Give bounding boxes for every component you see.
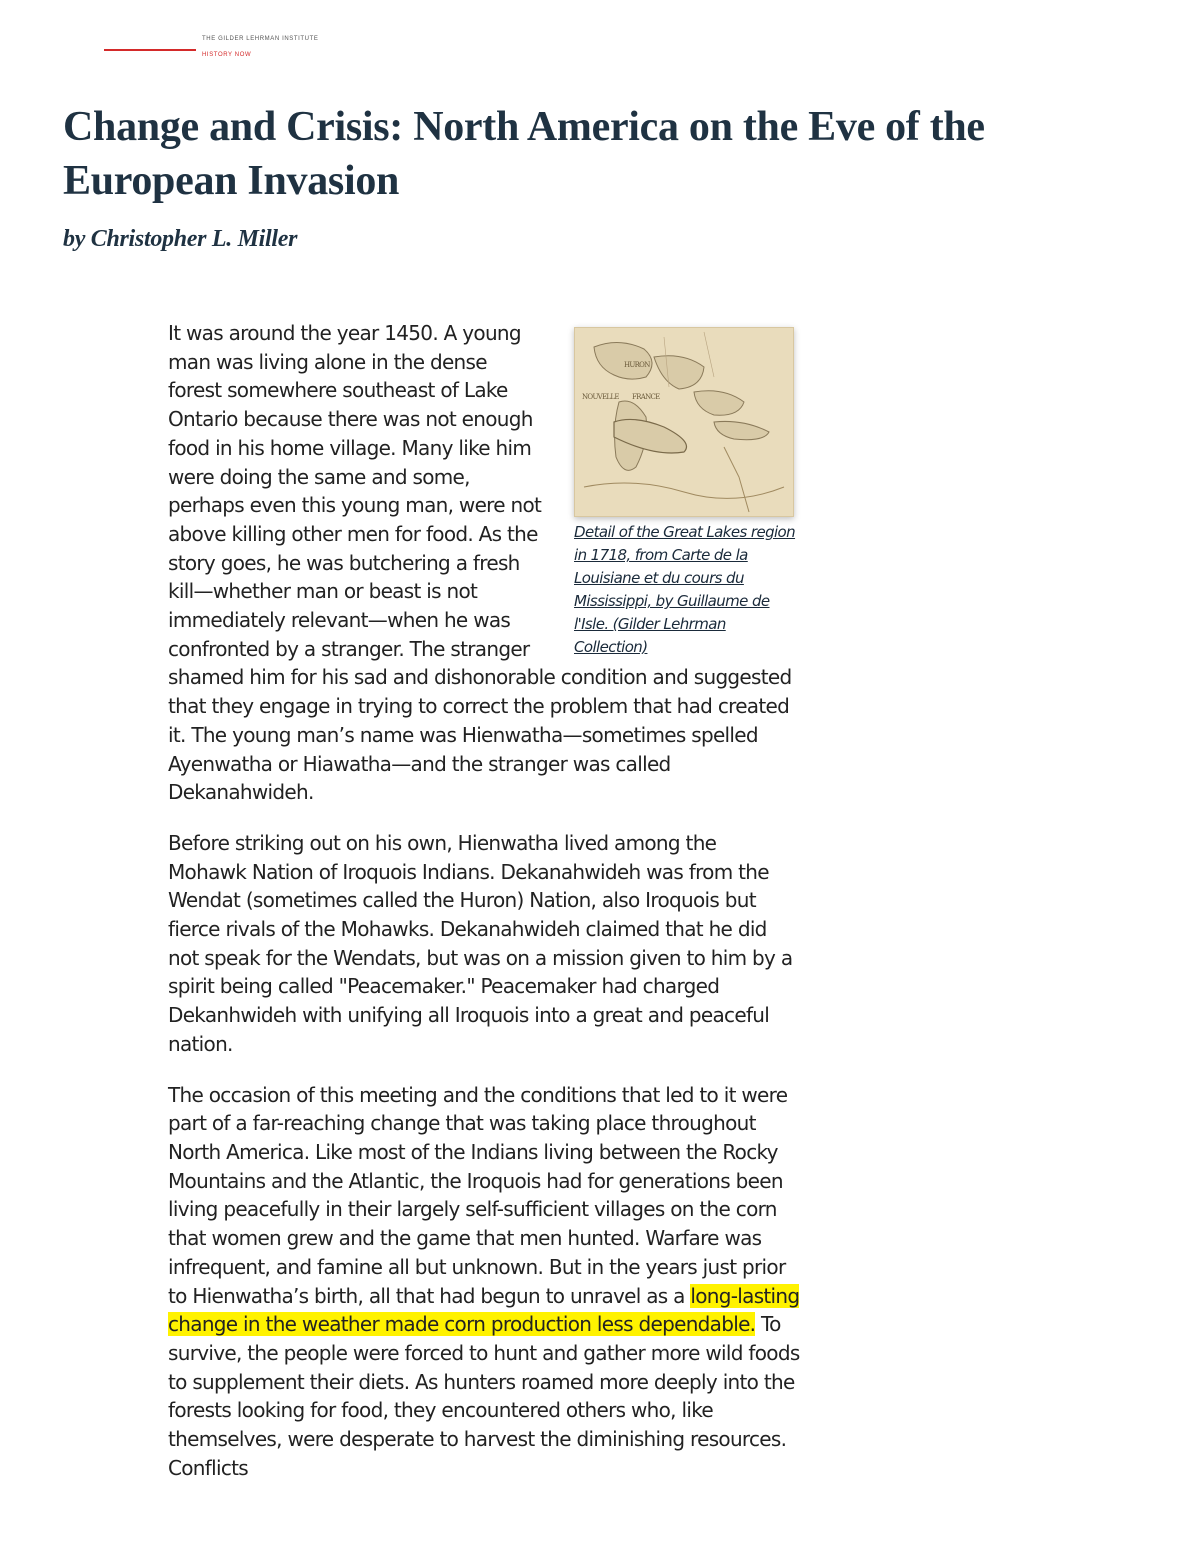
article-byline: by Christopher L. Miller (63, 226, 298, 252)
map-caption-link[interactable]: Detail of the Great Lakes region in 1718, from Carte de la Louisiane et du cours du Mississippi, by Guillaume de l'Isle. (Gilder Lehrman Collection) (574, 523, 796, 656)
paragraph-1: It was around the year 1450. A young man was living alone in the dense forest somewhere southeast of Lake Ontario because there was not enough food in his home village. Many like him were doing the same and some, perhaps even this young man, were not above killing other men for food. As the story goes, he was butchering a fresh kill—whether man or beast is not immediately relevant—when he was confronted by a stranger. The stranger shamed him for his sad and dishonorable condition and suggested that they engage in trying to correct the problem that had created it. The young man’s name was Hienwatha—sometimes spelled Ayenwatha or Hiawatha—and the stranger was called Dekanahwideh. (168, 321, 792, 805)
paragraph-3-text-after: To survive, the people were forced to hunt and gather more wild foods to supplement their diets. As hunters roamed more deeply into the forests looking for food, they encountered others who, like themselves, were desperate to harvest the diminishing resources. Conflicts (168, 1312, 800, 1480)
map-label-huron: HURON (624, 361, 650, 369)
paragraph-3-text-before: The occasion of this meeting and the conditions that led to it were part of a far-reaching change that was taking place throughout North America. Like most of the Indians living between the Rocky Mountains and the Atlantic, the Iroquois had for generations been living peacefully in their largely self-sufficient villages on the corn that women grew and the game that men hunted. Warfare was infrequent, and famine all but unknown. But in the years just prior to Hienwatha’s birth, all that had begun to unravel as a (168, 1082, 788, 1308)
header-rule (104, 49, 196, 51)
article-body (168, 319, 800, 1504)
paragraph-3 (168, 1081, 800, 1483)
header-site-name: THE GILDER LEHRMAN INSTITUTE (202, 36, 319, 42)
map-label-nouvelle: NOUVELLE (582, 393, 619, 401)
header-section-name: HISTORY NOW (202, 52, 252, 58)
map-figure (574, 327, 800, 659)
map-label-france: FRANCE (632, 393, 660, 401)
paragraph-2: Before striking out on his own, Hienwatha lived among the Mohawk Nation of Iroquois Indians. Dekanahwideh was from the Wendat (sometimes called the Huron) Nation, also Iroquois but fierce rivals of the Mohawks. Dekanahwideh claimed that he did not speak for the Wendats, but was on a mission given to him by a spirit being called "Peacemaker." Peacemaker had charged Dekanhwideh with unifying all Iroquois into a great and peaceful nation. (168, 830, 793, 1056)
article-title: Change and Crisis: North America on the Eve of the European Invasion (63, 104, 985, 204)
highlighted-text: long-lasting change in the weather made corn production less dependable. (168, 1283, 800, 1337)
great-lakes-map-image[interactable] (574, 327, 794, 517)
